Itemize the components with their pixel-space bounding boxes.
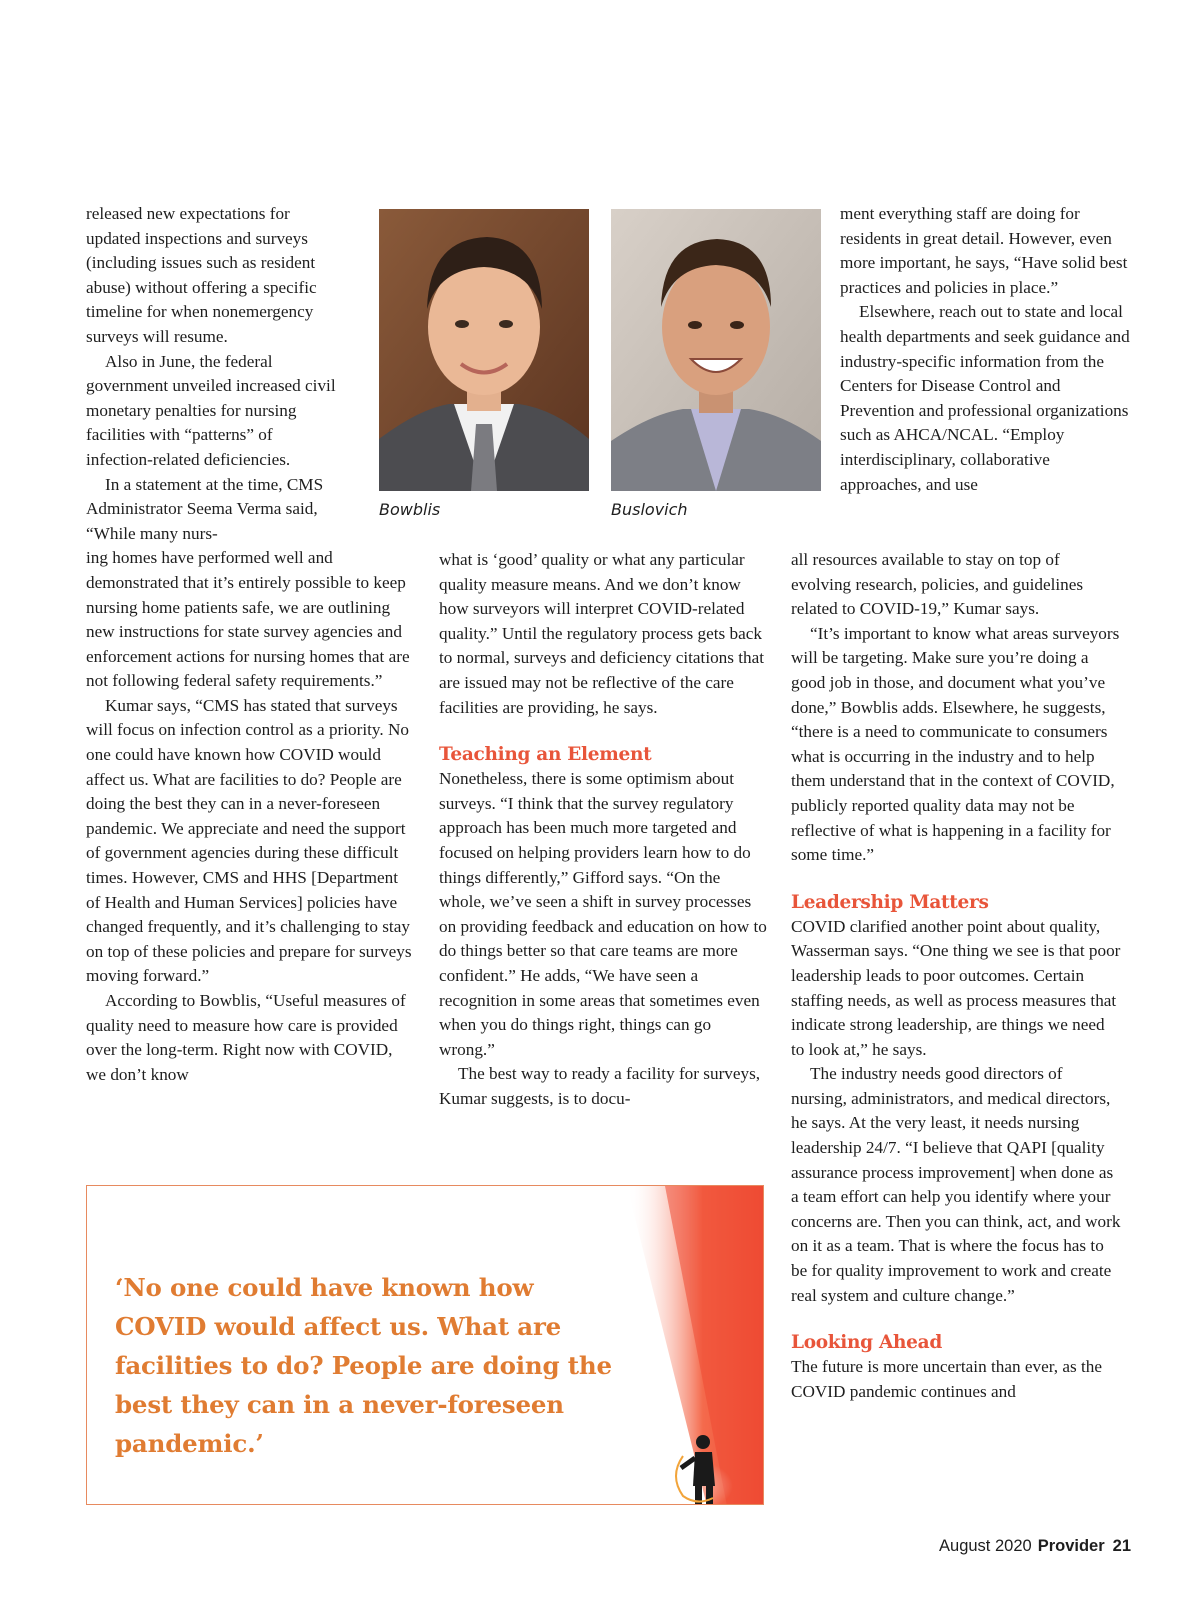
paragraph: The future is more uncertain than ever, as the COVID pandemic continues and	[791, 1357, 1102, 1401]
page-footer	[939, 1537, 1131, 1556]
pull-quote-text: ‘No one could have known how COVID would affect us. What are facilities to do? People are doing the best they can in a never-foreseen pandemic.’	[115, 1273, 612, 1458]
article-column-1	[86, 202, 416, 1087]
magazine-name: Provider	[1037, 1537, 1105, 1555]
paragraph: what is ‘good’ quality or what any particular quality measure means. And we don’t know how surveyors will interpret COVID-related quality.” Until the regulatory process gets back to normal, surveys and deficiency citations that are issued may not be reflective of the care facilities are providing, he says.	[439, 550, 765, 717]
page-number: 21	[1112, 1537, 1131, 1555]
issue-date: August 2020	[939, 1537, 1032, 1555]
paragraph: Kumar says, “CMS has stated that surveys will focus on infection control as a priority. No one could have known how COVID would affect us. What are facilities to do? People are doing the best they can in a never-foreseen pandemic. We appreciate and need the support of government agencies during these difficult times. However, CMS and HHS [Department of Health and Human Services] policies have changed frequently, and it’s challenging to stay on top of these policies and prepare for surveys moving forward.”	[86, 695, 412, 986]
bowblis-photo	[379, 209, 589, 491]
paragraph: released new expectations for updated inspections and surveys (including issues such as resident abuse) without offering a specific timeline for when nonemergency surveys will resume.	[86, 204, 317, 346]
paragraph: The industry needs good directors of nursing, administrators, and medical directors, he says. At the very least, it needs nursing leadership 24/7. “I believe that QAPI [quality assurance process improvement] when done as a team effort can help you identify where your concerns are. Then you can think, act, and work on it as a team. That is where the focus has to be for quality improvement to work and create real system and culture change.”	[791, 1064, 1121, 1305]
section-heading: Looking Ahead	[791, 1332, 942, 1354]
paragraph: In a statement at the time, CMS Administrator Seema Verma said, “While many nurs-	[86, 474, 324, 543]
pull-quote-box	[86, 1185, 764, 1505]
paragraph: ment everything staff are doing for residents in great detail. However, even more important, he says, “Have solid best practices and policies in place.”	[840, 204, 1128, 297]
paragraph: The best way to ready a facility for surveys, Kumar suggests, is to docu-	[439, 1064, 761, 1108]
article-column-3-top	[840, 202, 1130, 497]
paragraph: Also in June, the federal government unveiled increased civil monetary penalties for nursing facilities with “patterns” of infection-related deficiencies.	[86, 351, 336, 469]
buslovich-caption: Buslovich	[611, 500, 688, 519]
section-heading: Teaching an Element	[439, 744, 652, 766]
article-column-3	[791, 548, 1121, 1404]
buslovich-photo	[611, 209, 821, 491]
article-column-2	[439, 548, 769, 1111]
section-heading: Leadership Matters	[791, 891, 989, 913]
paragraph: Elsewhere, reach out to state and local health departments and seek guidance and industry-specific information from the Centers for Disease Control and Prevention and professional organizations such as AHCA/NCAL. “Employ interdisciplinary, collaborative approaches, and use	[840, 302, 1130, 494]
paragraph: ing homes have performed well and demonstrated that it’s entirely possible to keep nursing home patients safe, we are outlining new instructions for state survey agencies and enforcement actions for nursing homes that are not following federal safety requirements.”	[86, 548, 410, 691]
paragraph: Nonetheless, there is some optimism about surveys. “I think that the survey regulatory approach has been much more targeted and focused on helping providers learn how to do things differently,” Gifford says. “On the whole, we’ve seen a shift in survey processes on providing feedback and education on how to do things better so that care teams are more confident.” He adds, “We have seen a recognition in some areas that sometimes even when you do things right, things can go wrong.”	[439, 769, 767, 1059]
paragraph: According to Bowblis, “Useful measures of quality need to measure how care is provided over the long-term. Right now with COVID, we don’t know	[86, 991, 406, 1084]
paragraph: all resources available to stay on top of evolving research, policies, and guidelines related to COVID-19,” Kumar says.	[791, 550, 1084, 619]
paragraph: “It’s important to know what areas surveyors will be targeting. Make sure you’re doing a good job in those, and document what you’ve done,” Bowblis adds. Elsewhere, he suggests, “there is a need to communicate to consumers what is occurring in the industry and to help them understand that in the context of COVID, publicly reported quality data may not be reflective of what is happening in a facility for some time.”	[791, 623, 1120, 865]
paragraph: COVID clarified another point about quality, Wasserman says. “One thing we see is that poor leadership leads to poor outcomes. Certain staffing needs, as well as process measures that indicate strong leadership, are things we need to look at,” he says.	[791, 916, 1121, 1059]
bowblis-caption: Bowblis	[379, 500, 441, 519]
